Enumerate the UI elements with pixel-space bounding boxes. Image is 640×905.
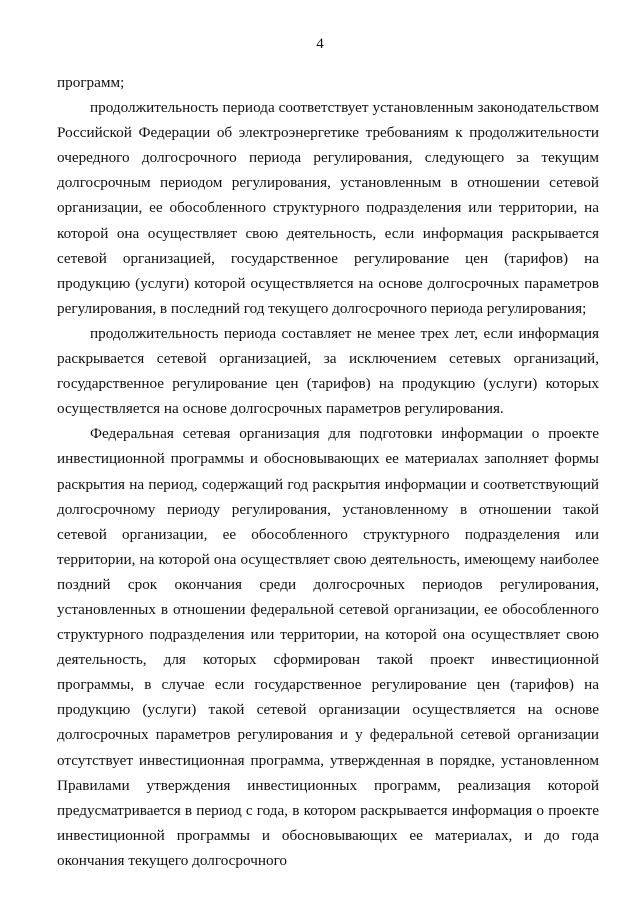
- paragraph-2: продолжительность периода соответствует установленным законодательством Российской Федерации об электроэнергетике требованиям к продолжительности очередного долгосрочного периода регулирования, следующего за текущим долгосрочным периодом регулирования, установленным в отношении сетевой организации, ее обособленного структурного подразделения или территории, на которой она осуществляет свою деятельность, если информация раскрывается сетевой организацией, государственное регулирование цен (тарифов) на продукцию (услуги) которой осуществляется на основе долгосрочных параметров регулирования, в последний год текущего долгосрочного периода регулирования;: [57, 99, 599, 317]
- body-text: [57, 70, 599, 873]
- paragraph-1: программ;: [57, 74, 125, 91]
- page-number: 4: [316, 36, 324, 52]
- paragraph-3: продолжительность периода составляет не менее трех лет, если информация раскрывается сетевой организацией, за исключением сетевых организаций, государственное регулирование цен (тарифов) на продукцию (услуги) которых осуществляется на основе долгосрочных параметров регулирования.: [57, 324, 599, 418]
- paragraph-4: Федеральная сетевая организация для подготовки информации о проекте инвестиционной программы и обосновывающих ее материалах заполняет формы раскрытия на период, содержащий год раскрытия информации и соответствующий долгосрочному периоду регулирования, установленному в отношении такой сетевой организации, ее обособленного структурного подразделения или территории, на которой она осуществляет свою деятельность, имеющему наиболее поздний срок окончания среди долгосрочных периодов регулирования, установленных в отношении федеральной сетевой организации, ее обособленного структурного подразделения или территории, на которой она осуществляет свою деятельность, для которых сформирован такой проект инвестиционной программы, в случае если государственное регулирование цен (тарифов) на продукцию (услуги) такой сетевой организации осуществляется на основе долгосрочных параметров регулирования и у федеральной сетевой организации отсутствует инвестиционная программа, утвержденная в порядке, установленном Правилами утверждения инвестиционных программ, реализация которой предусматривается в период с года, в котором раскрывается информация о проекте инвестиционной программы и обосновывающих ее материалах, и до года окончания текущего долгосрочного: [57, 425, 599, 869]
